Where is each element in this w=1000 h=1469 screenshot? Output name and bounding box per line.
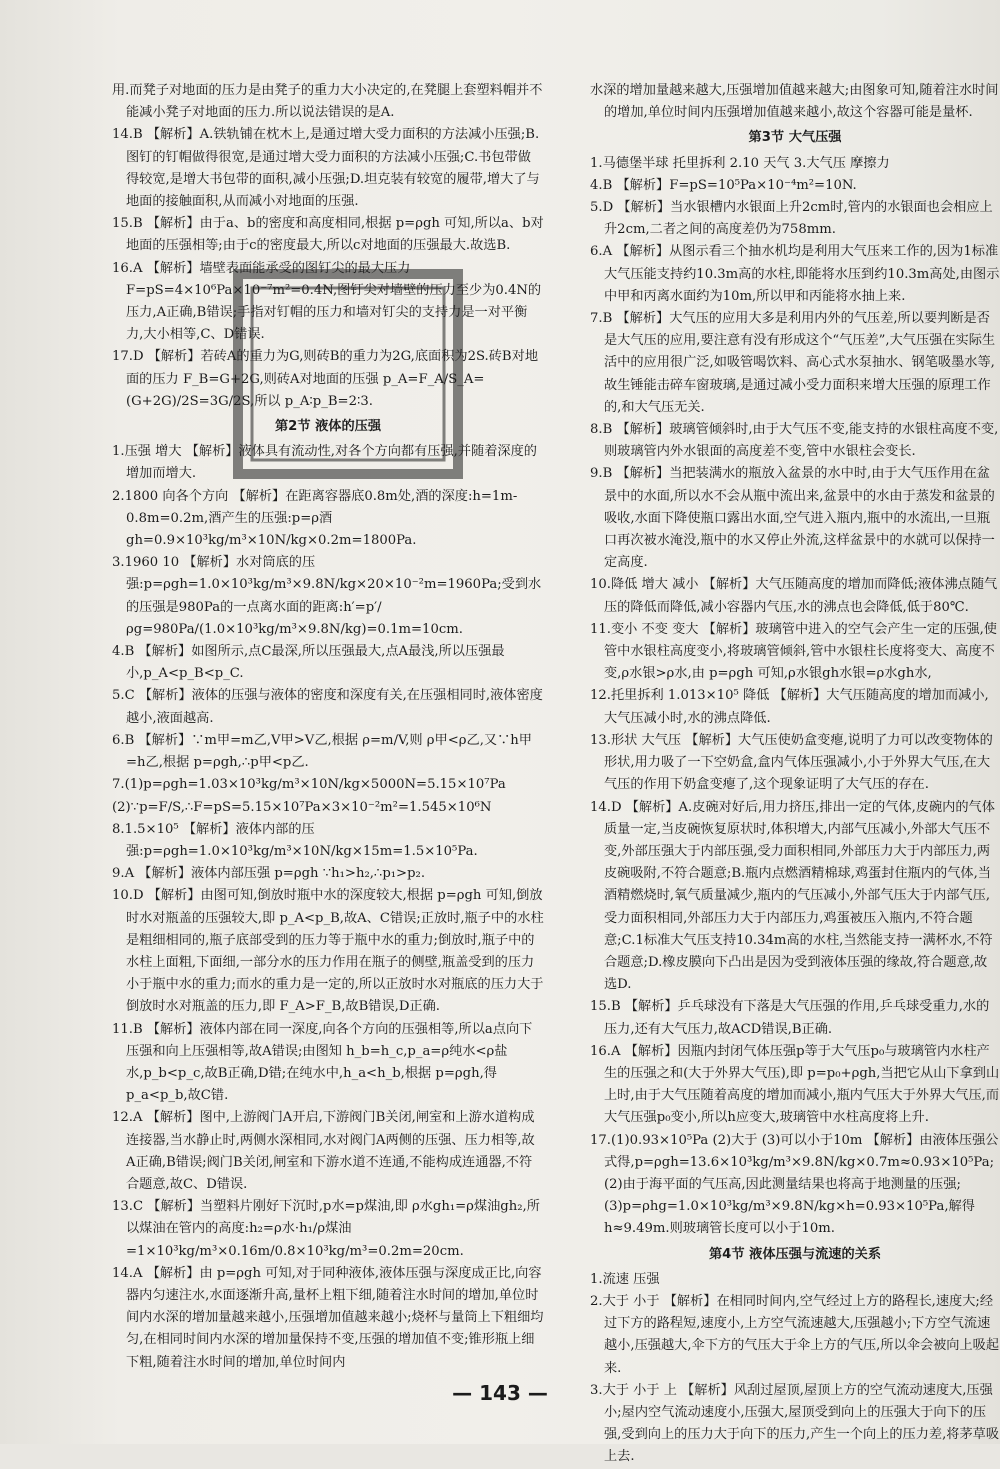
stamp-seal [232,268,464,480]
left-answer-item: 8.1.5×10⁵ 【解析】液体内部的压强:p=ρgh=1.0×10³kg/m³×10N/kg×15m=1.5×10⁵Pa. [112,821,478,859]
left-answer-item: 7.(1)p=ρgh=1.03×10³kg/m³×10N/kg×5000N=5.15×10⁷Pa [112,777,506,793]
right-answer-item: 13.形状 大气压 【解析】大气压使奶盒变瘪,说明了力可以改变物体的形状,用力吸了一下空奶盒,盒内气体压强减小,小于外界大气压,在大气压的作用下奶盒变瘪了,这个现象证明了大气压的存在. [590,732,993,793]
page-number: — 143 — [452,1381,548,1405]
right-answer-item: 7.B 【解析】大气压的应用大多是利用内外的气压差,所以要判断是否是大气压的应用,要注意有没有形成这个“气压差”,大气压强在实际生活中的应用很广泛,如吸管喝饮料、高心式水泵抽水、钢笔吸墨水等,故生锤能击碎车窗玻璃,是通过减小受力面积来增大压强的原理工作的,和大气压无关. [590,311,996,415]
left-answer-item: 12.A 【解析】图中,上游阀门A开启,下游阀门B关闭,闸室和上游水道构成连接器,当水静止时,两侧水深相同,水对阀门A两侧的压强、压力相等,故A正确,B错误;阀门B关闭,闸室和下游水道不连通,不能构成连通器,不符合题意,故C、D错误. [112,1110,535,1192]
left-answer-item: 10.D 【解析】由图可知,倒放时瓶中水的深度较大,根据 p=ρgh 可知,倒放时水对瓶盖的压强较大,即 p_A<p_B,故A、C错误;正放时,瓶子中的水柱是粗细相同的,瓶子底部受到的压力等于瓶中水的重力;倒放时,瓶子中的水柱上面粗,下面细,一部分水的压力作用在瓶子的侧壁,瓶盖受到的压力小于瓶中水的重力;而水的重力是一定的,所以正放时水对瓶底的压力大于倒放时水对瓶盖的压力,即 F_A>F_B,故B错误,D正确. [112,888,544,1015]
right-answer-item: 12.托里拆利 1.013×10⁵ 降低 【解析】大气压随高度的增加而减小,大气压减小时,水的沸点降低. [590,688,989,726]
right-answer-item: 1.马德堡半球 托里拆利 2.10 天气 3.大气压 摩擦力 [590,155,890,171]
right-answer-item: 4.B 【解析】F=pS=10⁵Pa×10⁻⁴m²=10N. [590,177,857,193]
left-answer-item: 4.B 【解析】如图所示,点C最深,所以压强最大,点A最浅,所以压强最小,p_A<p_B<p_C. [112,644,505,682]
section-heading: 第3节 大气压强 [748,130,842,146]
right-answer-item: 8.B 【解析】玻璃管倾斜时,由于大气压不变,能支持的水银柱高度不变,则玻璃管内外水银面的高度差不变,管中水银柱会变长. [590,422,999,460]
left-answer-item: 1.压强 增大 【解析】液体具有流动性,对各个方向都有压强,并随着深度的增加而增大. [112,444,537,482]
left-answer-item: 14.B 【解析】A.铁轨铺在枕木上,是通过增大受力面积的方法减小压强;B.图钉的钉帽做得很宽,是通过增大受力面积的方法减小压强;C.书包带做得较宽,是增大书包带的面积,减小压强;D.坦克装有较宽的履带,增大了与地面的接触面积,从而减小对地面的压强. [112,127,540,210]
left-answer-item: 5.C 【解析】液体的压强与液体的密度和深度有关,在压强相同时,液体密度越小,液面越高. [112,688,543,726]
right-answer-item: 17.(1)0.93×10⁵Pa (2)大于 (3)可以小于10m 【解析】由液体压强公式得,p=ρgh=13.6×10³kg/m³×9.8N/kg×0.7m≈0.93×10⁵Pa;(2)由于海平面的气压高,因此测量结果也将高于地测量的压强;(3)p=ρhg=1.0×10³kg/m³×9.8N/kg×h=0.93×10⁵Pa,解得h≈9.49m.则玻璃管长度可以小于10m. [590,1132,999,1237]
left-answer-item: 16.A 【解析】墙壁表面能承受的图钉尖的最大压力 F=pS=4×10⁶Pa×10⁻⁷m²=0.4N,图钉尖对墙壁的压力至少为0.4N的压力,A正确,B错误;手指对钉帽的压力和墙对钉尖的支持力是一对平衡力,大小相等,C、D错误. [112,260,542,343]
left-answer-item: 6.B 【解析】∵m甲=m乙,V甲>V乙,根据 ρ=m/V,则 ρ甲<ρ乙,又∵h甲=h乙,根据 p=ρgh,∴p甲<p乙. [112,732,532,771]
left-answer-item: 13.C 【解析】当塑料片刚好下沉时,p水=p煤油,即 ρ水gh₁=ρ煤油gh₂,所以煤油在管内的高度:h₂=ρ水·h₁/ρ煤油=1×10³kg/m³×0.16m/0.8×10³kg/m³=0.2m=20cm. [112,1199,540,1259]
right-answer-item: 5.D 【解析】当水银槽内水银面上升2cm时,管内的水银面也会相应上升2cm,二者之间的高度差仍为758mm. [590,200,993,238]
left-answer-item: 17.D 【解析】若砖A的重力为G,则砖B的重力为2G,底面积为2S.砖B对地面的压力 F_B=G+2G,则砖A对地面的压强 p_A=F_A/S_A=(G+2G)/2S=3G/2S,所以 p_A∶p_B=2∶3. [112,349,539,409]
left-answer-item: 2.1800 向各个方向 【解析】在距离容器底0.8m处,酒的深度:h=1m-0.8m=0.2m,酒产生的压强:p=ρ酒gh=0.9×10³kg/m³×10N/kg×0.2m=1800Pa. [112,488,518,549]
right-column [590,80,1000,1469]
right-answer-item: 10.降低 增大 减小 【解析】大气压随高度的增加而降低;液体沸点随气压的降低而降低,减小容器内气压,水的沸点也会降低,低于80℃. [590,577,998,615]
section-heading: 第2节 液体的压强 [274,419,382,435]
right-answer-item: 1.流速 压强 [590,1271,660,1287]
left-answer-item: 3.1960 10 【解析】水对筒底的压强:p=ρgh=1.0×10³kg/m³×9.8N/kg×20×10⁻²m=1960Pa;受到水的压强是980Pa的一点离水面的距离:h′=p′/ρg=980Pa/(1.0×10³kg/m³×9.8N/kg)=0.1m=10cm. [112,555,542,637]
left-answer-item: 用.而凳子对地面的压力是由凳子的重力大小决定的,在凳腿上套塑料帽并不能减小凳子对地面的压力.所以说法错误的是A. [112,83,543,121]
right-answer-item: 14.D 【解析】A.皮碗对好后,用力挤压,排出一定的气体,皮碗内的气体质量一定,当皮碗恢复原状时,体积增大,内部气压减小,外部大气压不变,外部压强大于内部压强,受力面积相同,外部压力大于内部压力,两皮碗吸附,不符合题意;B.瓶内点燃酒精棉球,鸡蛋封住瓶内的气体,当酒精燃烧时,氧气质量减少,瓶内的气压减小,外部气压大于内部气压,受力面积相同,外部压力大于内部压力,鸡蛋被压入瓶内,不符合题意;C.1标准大气压支持10.34m高的水柱,当然能支持一满杯水,不符合题意;D.橡皮膜向下凸出是因为受到液体压强的缘故,符合题意,故选D. [590,799,995,993]
right-answer-item: 9.B 【解析】当把装满水的瓶放入盆景的水中时,由于大气压作用在盆景中的水面,所以水不会从瓶中流出来,盆景中的水由于蒸发和盆景的吸收,水面下降使瓶口露出水面,空气进入瓶内,瓶中的水流出,一旦瓶口再次被水淹没,瓶中的水又停止外流,这样盆景中的水就可以保持一定高度. [590,466,995,571]
left-answer-item: 15.B 【解析】由于a、b的密度和高度相同,根据 p=ρgh 可知,所以a、b对地面的压强相等;由于c的密度最大,所以c对地面的压强最大.故选B. [112,216,544,254]
right-answer-item: 2.大于 小于 【解析】在相同时间内,空气经过上方的路程长,速度大;经过下方的路程短,速度小,上方空气流速越大,压强越小;下方空气流速越小,压强越大,伞下方的气压大于伞上方的气压,所以伞会被向上吸起来. [590,1293,1000,1376]
left-answer-item: 14.A 【解析】由 p=ρgh 可知,对于同种液体,液体压强与深度成正比,向容器内匀速注水,水面逐渐升高,量杯上粗下细,随着注水时间的增加,单位时间内水深的增加量越来越小,压强增加值越来越小;烧杯与量筒上下粗细均匀,在相同时间内水深的增加量保持不变,压强的增加值不变;锥形瓶上细下粗,随着注水时间的增加,单位时间内 [112,1265,544,1370]
section-heading: 第4节 液体压强与流速的关系 [708,1246,882,1262]
right-answer-item: 16.A 【解析】因瓶内封闭气体压强p等于大气压p₀与玻璃管内水柱产生的压强之和(大于外界大气压),即 p=p₀+ρgh,当把它从山下拿到山上时,由于大气压随着高度的增加而减小,瓶内气压大于外界大气压,而大气压强p₀变小,所以h应变大,玻璃管中水柱高度将上升. [590,1043,1000,1126]
right-answer-item: 11.变小 不变 变大 【解析】玻璃管中进入的空气会产生一定的压强,使管中水银柱高度变小,将玻璃管倾斜,管中水银柱长度将变大、高度不变,ρ水银>ρ水,由 p=ρgh 可知,ρ水银gh水银=ρ水gh水, [590,621,997,682]
left-answer-item: (2)∵p=F/S,∴F=pS=5.15×10⁷Pa×3×10⁻²m²=1.545×10⁶N [112,799,492,815]
right-answer-item: 15.B 【解析】乒乓球没有下落是大气压强的作用,乒乓球受重力,水的压力,还有大气压力,故ACD错误,B正确. [590,999,990,1037]
left-answer-item: 11.B 【解析】液体内部在同一深度,向各个方向的压强相等,所以a点向下压强和向上压强相等,故A错误;由图知 h_b=h_c,p_a=ρ纯水<ρ盐水,p_b<p_c,故B正确,D错;在纯水中,h_a<h_b,根据 p=ρgh,得 p_a<p_b,故C错. [112,1021,533,1104]
right-answer-item: 水深的增加量越来越大,压强增加值越来越大;由图象可知,随着注水时间的增加,单位时间内压强增加值越来越小,故这个容器可能是量杯. [590,83,999,121]
right-answer-item: 6.A 【解析】从图示看三个抽水机均是利用大气压来工作的,因为1标准大气压能支持约10.3m高的水柱,即能将水压到约10.3m高处,由图示中甲和丙离水面约为10m,所以甲和丙能将水抽上来. [590,244,1000,304]
right-answer-item: 3.大于 小于 上 【解析】风刮过屋顶,屋顶上方的空气流动速度大,压强小;屋内空气流动速度小,压强大,屋顶受到向上的压强大于向下的压强,受到向上的压力大于向下的压力,产生一个向上的压力差,将茅草吸上去. [590,1382,1000,1465]
left-answer-item: 9.A 【解析】液体内部压强 p=ρgh ∵h₁>h₂,∴p₁>p₂. [112,866,426,882]
